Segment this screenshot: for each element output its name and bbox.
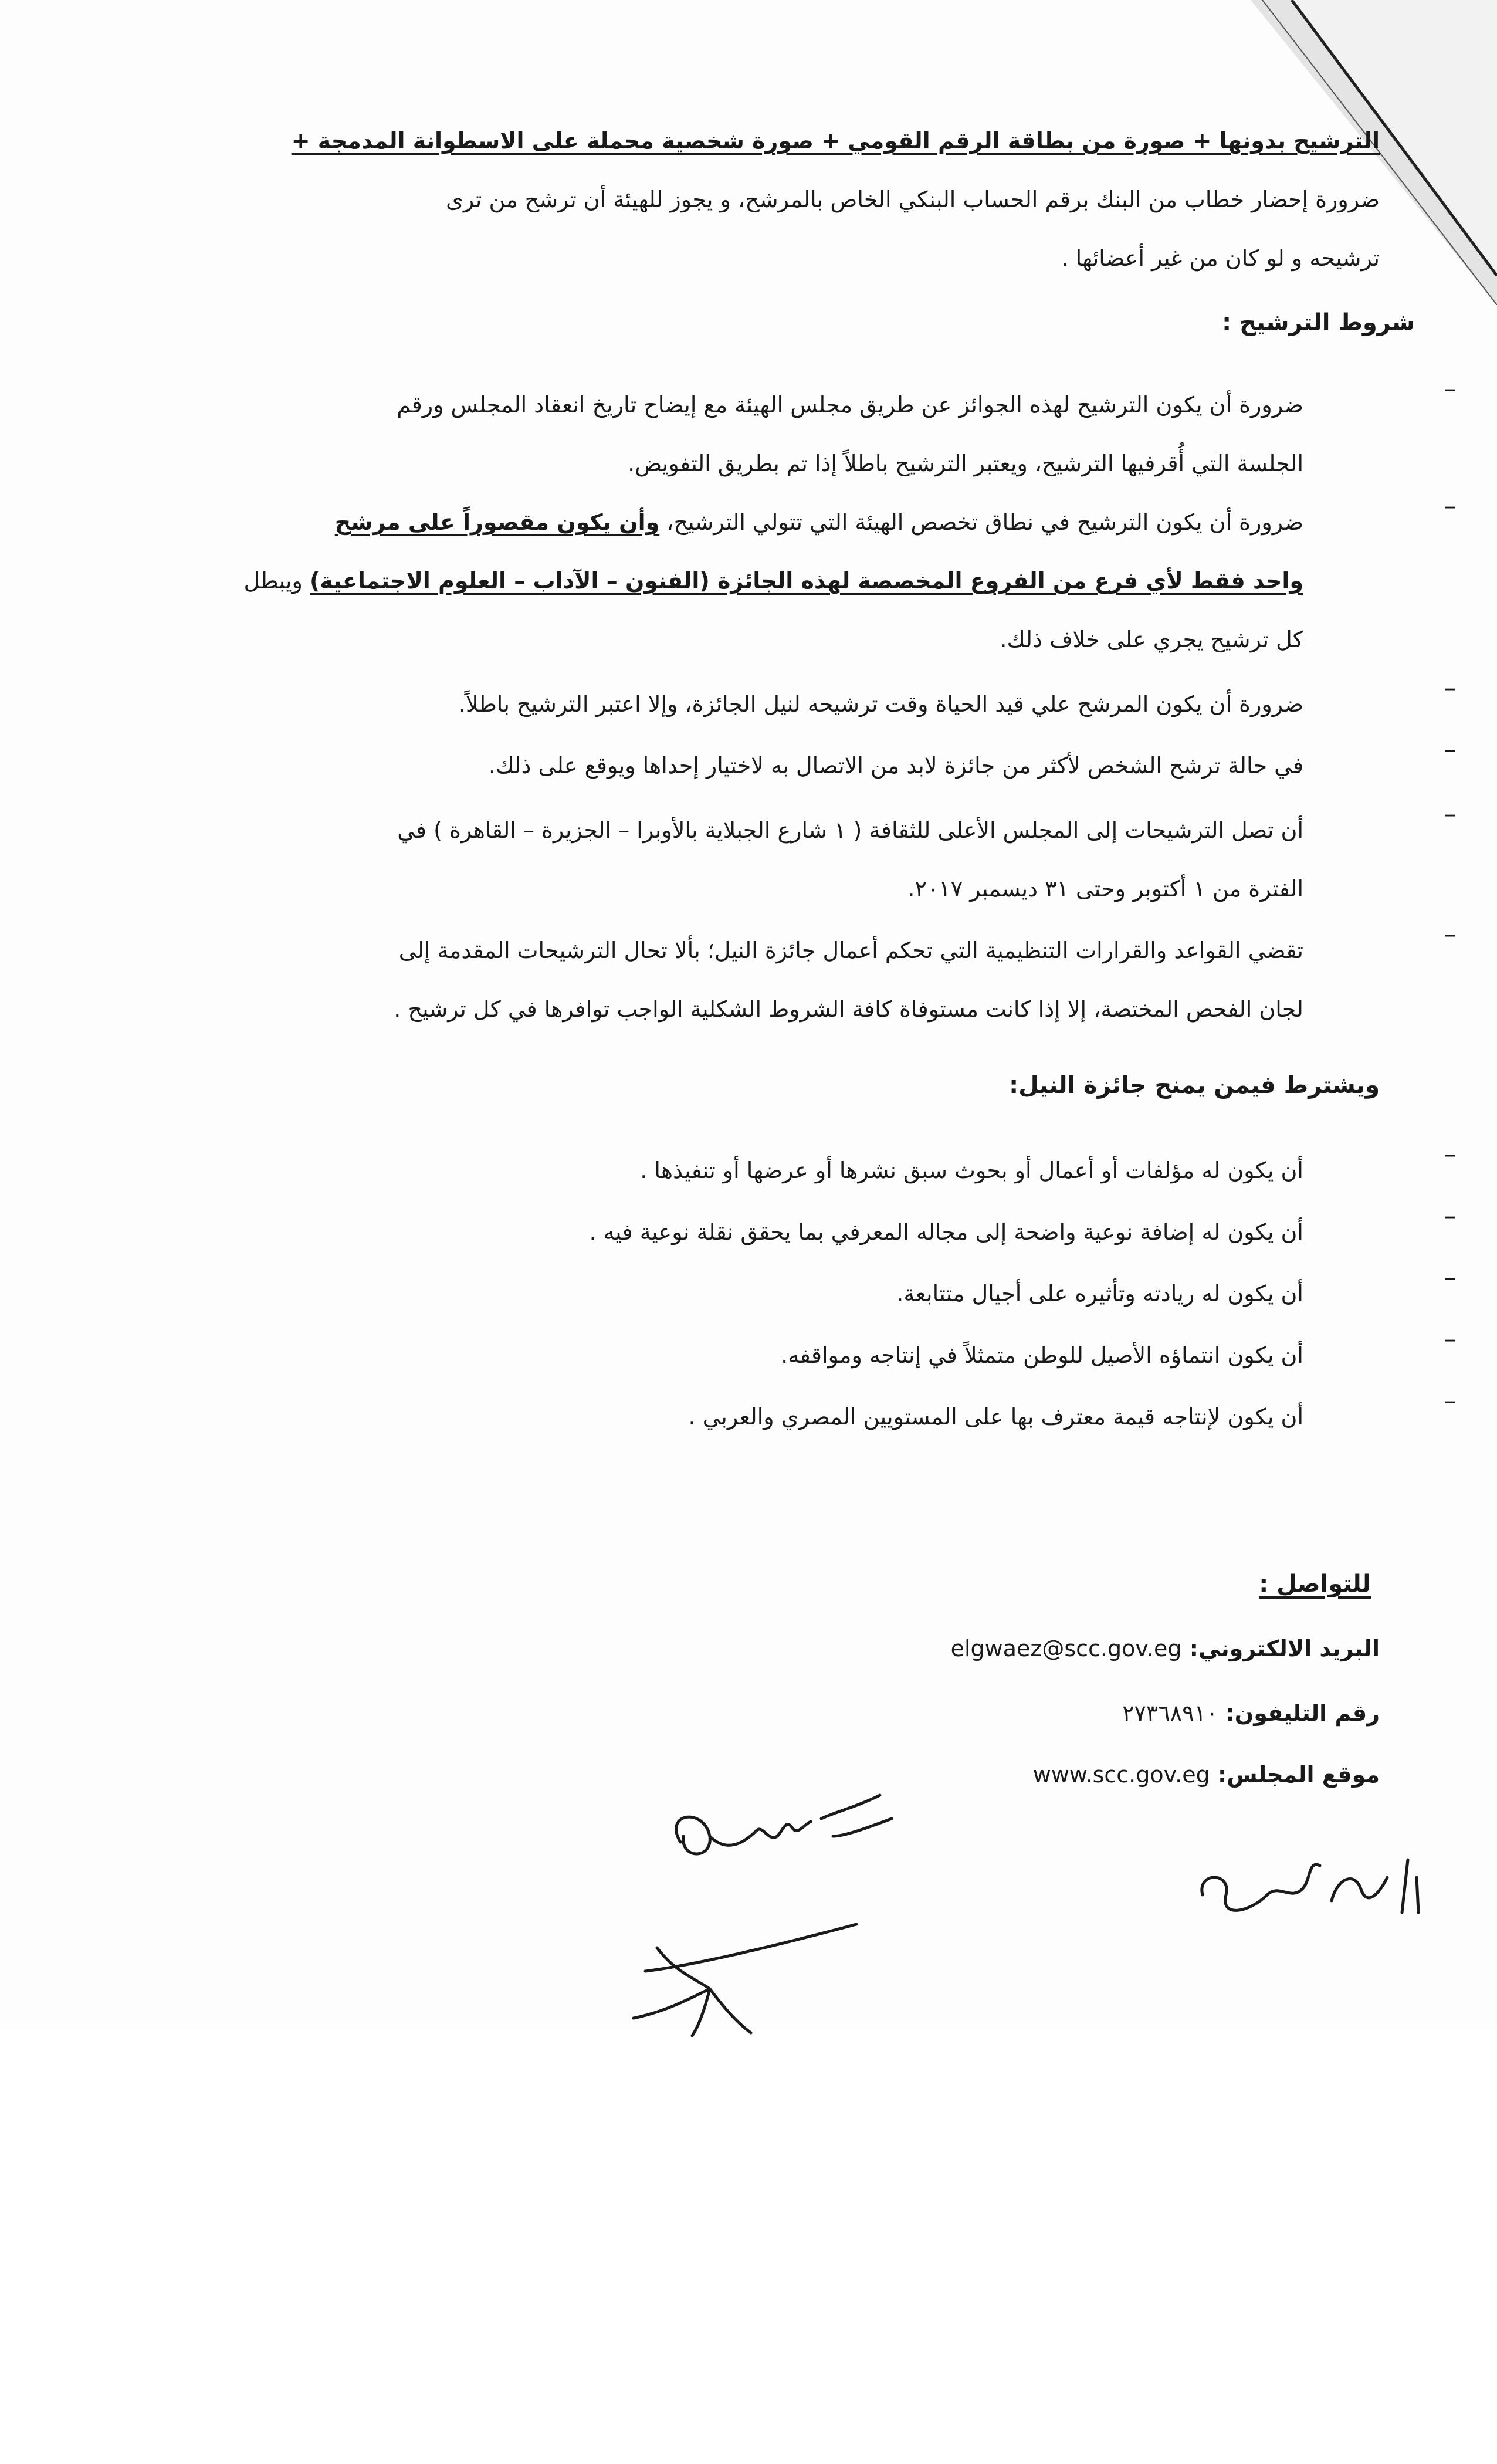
- condition-5-line-2: الفترة من ١ أكتوبر وحتى ٣١ ديسمبر ٢٠١٧.: [907, 876, 1303, 902]
- conditions-heading: شروط الترشيح :: [1222, 309, 1415, 336]
- contact-site-row: [1033, 1757, 1380, 1792]
- bullet-dash: –: [1444, 675, 1456, 702]
- handwritten-signature-2: [1185, 1825, 1431, 1942]
- bullet-dash: –: [1444, 1387, 1456, 1414]
- contact-phone-value: ٢٧٣٦٨٩١٠: [1122, 1700, 1218, 1726]
- intro-line-2: ضرورة إحضار خطاب من البنك برقم الحساب البنكي الخاص بالمرشح، و يجوز للهيئة أن ترشح من ترى: [446, 187, 1380, 212]
- bullet-dash: –: [1444, 736, 1456, 763]
- bullet-dash: –: [1444, 1326, 1456, 1353]
- winner-criterion-4: أن يكون انتماؤه الأصيل للوطن متمثلاً في إنتاجه ومواقفه.: [781, 1342, 1303, 1368]
- intro-line-1: الترشيح بدونها + صورة من بطاقة الرقم القومي + صورة شخصية محملة على الاسطوانة المدمجة +: [291, 128, 1380, 154]
- contact-site-link[interactable]: www.scc.gov.eg: [1032, 1762, 1210, 1788]
- winner-criterion-5: أن يكون لإنتاجه قيمة معترف بها على المستويين المصري والعربي .: [688, 1404, 1303, 1430]
- condition-2-line-1: [188, 493, 1303, 551]
- bullet-dash: –: [1444, 921, 1456, 948]
- winner-criterion-2: أن يكون له إضافة نوعية واضحة إلى مجاله المعرفي بما يحقق نقلة نوعية فيه .: [589, 1219, 1303, 1245]
- condition-2-line-3: كل ترشيح يجري على خلاف ذلك.: [1000, 627, 1303, 652]
- bullet-dash: –: [1444, 493, 1456, 520]
- condition-5-line-1: أن تصل الترشيحات إلى المجلس الأعلى للثقافة ( ١ شارع الجبلاية بالأوبرا – الجزيرة – القاهرة ) في: [397, 817, 1303, 843]
- winner-criterion-3: أن يكون له ريادته وتأثيره على أجيال متتابعة.: [896, 1281, 1303, 1307]
- contact-phone-label: رقم التليفون:: [1225, 1700, 1380, 1726]
- bullet-dash: –: [1444, 801, 1456, 828]
- condition-6-line-1: تقضي القواعد والقرارات التنظيمية التي تحكم أعمال جائزة النيل؛ بألا تحال الترشيحات المقدمة إلى: [398, 937, 1303, 963]
- contact-email-label: البريد الالكتروني:: [1189, 1636, 1380, 1661]
- handwritten-initials-mark: [622, 1901, 868, 2042]
- contact-phone-row: [1122, 1695, 1380, 1731]
- handwritten-signature-1: [657, 1772, 903, 1889]
- winner-criteria-heading: ويشترط فيمن يمنح جائزة النيل:: [1009, 1072, 1380, 1099]
- winner-criterion-1: أن يكون له مؤلفات أو أعمال أو بحوث سبق نشرها أو عرضها أو تنفيذها .: [640, 1157, 1303, 1183]
- contact-site-label: موقع المجلس:: [1217, 1762, 1380, 1788]
- condition-2-line-1-plain: ضرورة أن يكون الترشيح في نطاق تخصص الهيئة التي تتولي الترشيح،: [659, 509, 1303, 535]
- intro-line-3: ترشيحه و لو كان من غير أعضائها .: [1061, 245, 1380, 271]
- condition-3-line-1: ضرورة أن يكون المرشح علي قيد الحياة وقت ترشيحه لنيل الجائزة، وإلا اعتبر الترشيح باطلاً.: [458, 691, 1303, 717]
- bullet-dash: –: [1444, 1264, 1456, 1291]
- contact-email-link[interactable]: elgwaez@scc.gov.eg: [950, 1636, 1182, 1661]
- bullet-dash: –: [1444, 1141, 1456, 1168]
- condition-2-line-2-plain: ويبطل: [243, 568, 310, 594]
- contact-email-row: [951, 1631, 1380, 1666]
- condition-4-line-1: في حالة ترشح الشخص لأكثر من جائزة لابد من الاتصال به لاختيار إحداها ويوقع على ذلك.: [488, 753, 1303, 779]
- condition-1-line-2: الجلسة التي أُقرفيها الترشيح، ويعتبر الترشيح باطلاً إذا تم بطريق التفويض.: [628, 451, 1303, 476]
- contact-heading: للتواصل :: [1259, 1571, 1371, 1597]
- bullet-dash: –: [1444, 1203, 1456, 1230]
- condition-2-line-1-emphasis: وأن يكون مقصوراً على مرشح: [334, 509, 660, 535]
- bullet-dash: –: [1444, 375, 1456, 402]
- condition-6-line-2: لجان الفحص المختصة، إلا إذا كانت مستوفاة كافة الشروط الشكلية الواجب توافرها في كل ترشيح .: [394, 996, 1303, 1022]
- condition-1-line-1: ضرورة أن يكون الترشيح لهذه الجوائز عن طريق مجلس الهيئة مع إيضاح تاريخ انعقاد المجلس ورقم: [397, 392, 1303, 418]
- condition-2-line-2: [188, 551, 1303, 610]
- condition-2-line-2-emphasis: واحد فقط لأي فرع من الفروع المخصصة لهذه الجائزة (الفنون – الآداب – العلوم الاجتماعية): [309, 568, 1303, 594]
